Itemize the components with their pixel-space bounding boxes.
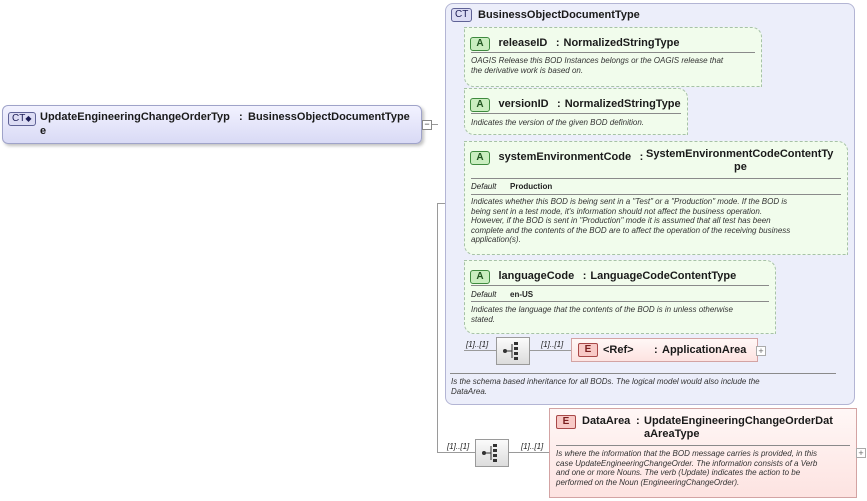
element-type: UpdateEngineeringChangeOrderDat [644, 415, 833, 427]
attribute-type-wrap: pe [734, 161, 747, 173]
attribute-icon: A [470, 98, 490, 112]
connector-root-horizontal [432, 124, 438, 125]
attribute-type: SystemEnvironmentCodeContentTy [646, 148, 834, 160]
root-type-name-wrap: e [40, 125, 47, 137]
default-label: Default [471, 290, 497, 299]
bod-description: Is the schema based inheritance for all BODs. The logical model would also include the DataArea. [451, 377, 760, 396]
attribute-description: Indicates the language that the contents of the BOD is in unless otherwise stated. [471, 305, 733, 324]
attribute-icon: A [470, 37, 490, 51]
element-data-area[interactable] [549, 408, 857, 498]
attribute-type: NormalizedStringType [563, 37, 680, 49]
sequence-compositor[interactable] [496, 337, 530, 365]
bod-type-name: BusinessObjectDocumentType [478, 9, 640, 21]
element-description: Is where the information that the BOD message carries is provided, in this case UpdateEngineeringChangeOrder. The information consists of a Verb and one or more Nouns. The verb (Update) indicates the action to be performed on the Noun (EngineeringChangeOrder). [556, 449, 818, 487]
attribute-release-id[interactable] [464, 27, 762, 87]
attribute-name: languageCode [498, 270, 575, 282]
element-icon: E [556, 415, 576, 429]
multiplicity-label: [1]..[1] [541, 340, 564, 349]
type-separator: : [555, 37, 560, 49]
element-application-area[interactable] [571, 338, 758, 362]
sequence-compositor[interactable] [475, 439, 509, 467]
divider [471, 113, 681, 114]
collapse-toggle-icon[interactable]: − [422, 120, 432, 130]
divider [471, 301, 769, 302]
attribute-name: systemEnvironmentCode [498, 151, 632, 163]
expand-toggle-icon[interactable]: + [856, 448, 866, 458]
type-separator: : [557, 98, 561, 110]
multiplicity-label: [1]..[1] [447, 442, 470, 451]
attribute-description: Indicates the version of the given BOD definition. [471, 118, 644, 127]
root-base-type: BusinessObjectDocumentType [248, 111, 410, 123]
element-name: DataArea [582, 415, 631, 427]
element-icon: E [578, 343, 598, 357]
default-value: Production [510, 182, 553, 191]
connector-appseq [464, 350, 496, 351]
root-type-name: UpdateEngineeringChangeOrderTyp [40, 111, 230, 123]
business-object-document-type-box[interactable] [445, 3, 855, 405]
type-separator: : [239, 111, 243, 123]
default-value: en-US [510, 290, 534, 299]
divider [471, 285, 769, 286]
attribute-icon: A [470, 270, 490, 284]
attribute-type: LanguageCodeContentType [590, 270, 737, 282]
divider [471, 178, 841, 179]
type-separator: : [654, 344, 658, 356]
multiplicity-label: [1]..[1] [521, 442, 544, 451]
divider [556, 445, 850, 446]
connector-trunk-vertical [437, 203, 438, 453]
attribute-name: versionID [498, 98, 549, 110]
complex-type-icon: CT◆ [8, 112, 36, 126]
sequence-icon [476, 440, 508, 466]
expand-toggle-icon[interactable]: + [756, 346, 766, 356]
attribute-description: Indicates whether this BOD is being sent in a "Test" or a "Production" mode. If the BOD is being sent in a test mode, it's information should not affect the business operation. However, if the BOD is sent in "Production" mode it is assumed that all test has been complete and the contents of the BOD are to affect the operation of the receiving business application(s). [471, 197, 791, 245]
connector-seq-to-apparea [529, 350, 571, 351]
attribute-icon: A [470, 151, 490, 165]
attribute-system-environment-code[interactable] [464, 141, 848, 255]
element-ref: <Ref> [603, 344, 634, 356]
element-name: ApplicationArea [662, 344, 747, 356]
attribute-name: releaseID [498, 37, 548, 49]
attribute-description: OAGIS Release this BOD Instances belongs or the OAGIS release that the derivative work is based on. [471, 56, 724, 75]
divider [471, 194, 841, 195]
multiplicity-label: [1]..[1] [466, 340, 489, 349]
element-type-wrap: aAreaType [644, 428, 700, 440]
divider [471, 52, 755, 53]
divider [450, 373, 836, 374]
sequence-icon [497, 338, 529, 364]
type-separator: : [582, 270, 587, 282]
default-label: Default [471, 182, 497, 191]
connector-seq-to-dataarea [507, 452, 549, 453]
root-complex-type[interactable] [2, 105, 422, 144]
attribute-type: NormalizedStringType [564, 98, 681, 110]
type-separator: : [639, 151, 644, 163]
connector-to-bod [437, 203, 445, 204]
attribute-language-code[interactable] [464, 260, 776, 334]
attribute-version-id[interactable] [464, 88, 688, 135]
type-separator: : [636, 415, 640, 427]
complex-type-icon: CT [451, 8, 472, 22]
connector-to-dataarea-seq [437, 452, 475, 453]
